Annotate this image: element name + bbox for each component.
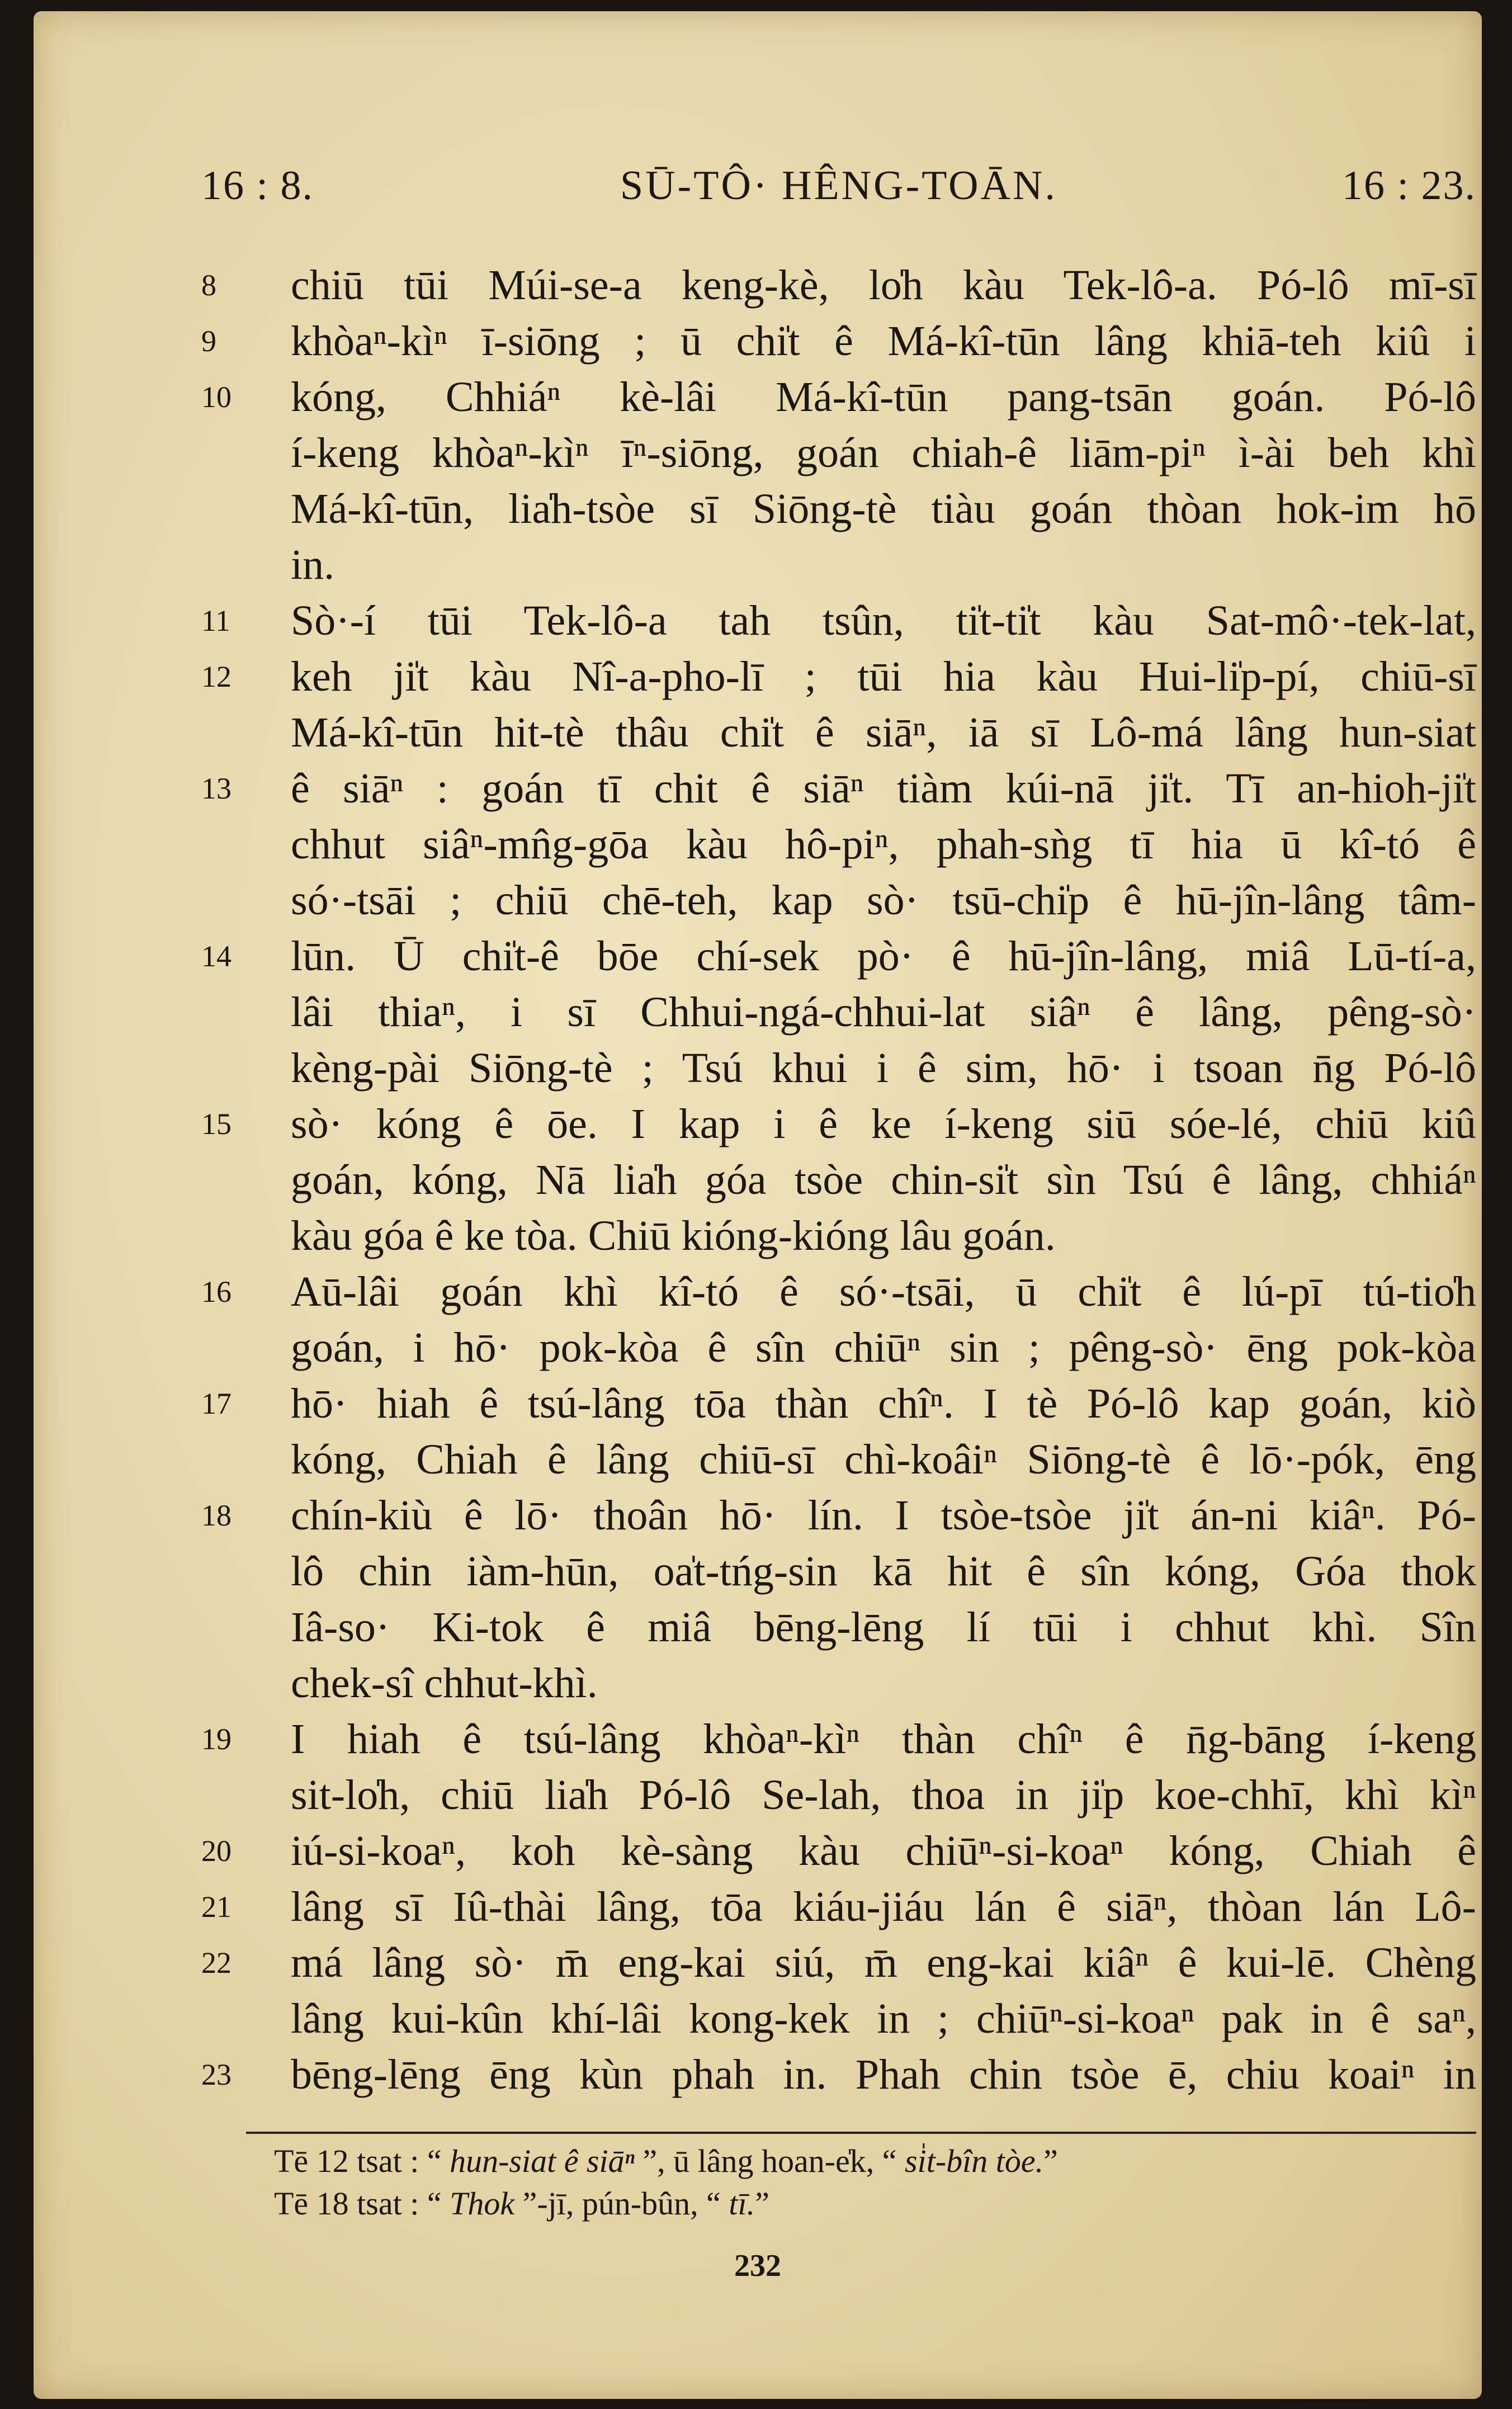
verse-number: 11 bbox=[201, 604, 230, 637]
text-line: lâng sī Iû-thài lâng, tōa kiáu-jiáu lán ê siāⁿ, thòan lán Lô- bbox=[291, 1883, 1476, 1930]
text-line: Má-kî-tūn, lia̍h-tsòe sī Siōng-tè tiàu goán thòan hok-im hō bbox=[291, 485, 1476, 532]
verse-number: 19 bbox=[201, 1722, 231, 1756]
text-line: sò· kóng ê ōe. I kap i ê ke í-keng siū sóe-lé, chiū kiû bbox=[291, 1100, 1476, 1147]
verse-number: 12 bbox=[201, 660, 231, 693]
text-line: sit-lo̍h, chiū lia̍h Pó-lô Se-lah, thoa in ji̍p koe-chhī, khì kìⁿ bbox=[291, 1772, 1476, 1818]
text-line: só·-tsāi ; chiū chē-teh, kap sò· tsū-chi̍p ê hū-jîn-lâng tâm- bbox=[291, 877, 1476, 924]
header-left-reference: 16 : 8. bbox=[201, 163, 314, 209]
verse-number: 9 bbox=[201, 324, 216, 358]
text-line: Sò·-í tūi Tek-lô-a tah tsûn, ti̍t-ti̍t kàu Sat-mô·-tek-lat, bbox=[291, 597, 1476, 644]
text-line: kóng, Chiah ê lâng chiū-sī chì-koâiⁿ Siōng-tè ê lō·-pók, ēng bbox=[291, 1436, 1476, 1483]
running-header bbox=[201, 162, 1476, 229]
footnote-emphasis: Thok bbox=[450, 2185, 523, 2222]
footnote-text: ” bbox=[1043, 2143, 1058, 2179]
text-line: má lâng sò· m̄ eng-kai siú, m̄ eng-kai kiâⁿ ê kui-lē. Chèng bbox=[291, 1939, 1476, 1986]
text-line: kèng-pài Siōng-tè ; Tsú khui i ê sim, hō· i tsoan n̄g Pó-lô bbox=[291, 1045, 1476, 1092]
header-title: SŪ-TÔ· HÊNG-TOĀN. bbox=[620, 163, 1057, 209]
text-line: lô chin iàm-hūn, oa̍t-tńg-sin kā hit ê sîn kóng, Góa thok bbox=[291, 1548, 1476, 1595]
verse-number: 16 bbox=[201, 1275, 231, 1309]
footnote-text: ”-jī, pún-bûn, “ bbox=[522, 2185, 729, 2222]
verse-number: 10 bbox=[201, 380, 231, 414]
text-line: lâng kui-kûn khí-lâi kong-kek in ; chiūⁿ-si-koaⁿ pak in ê saⁿ, bbox=[291, 1995, 1476, 2042]
text-line: khòaⁿ-kìⁿ ī-siōng ; ū chi̍t ê Má-kî-tūn lâng khiā-teh kiû i bbox=[291, 318, 1476, 365]
footnote-text: Tē 18 tsat : “ bbox=[274, 2185, 450, 2222]
verse-number: 20 bbox=[201, 1834, 231, 1868]
text-line: lūn. Ū chi̍t-ê bōe chí-sek pò· ê hū-jîn-lâng, miâ Lū-tí-a, bbox=[291, 933, 1476, 980]
text-line: in. bbox=[291, 541, 335, 588]
text-line: goán, kóng, Nā lia̍h góa tsòe chin-si̍t sìn Tsú ê lâng, chhiáⁿ bbox=[291, 1156, 1476, 1203]
verse-number: 22 bbox=[201, 1946, 231, 1980]
text-line: goán, i hō· pok-kòa ê sîn chiūⁿ sin ; pêng-sò· ēng pok-kòa bbox=[291, 1324, 1476, 1371]
text-line: kóng, Chhiáⁿ kè-lâi Má-kî-tūn pang-tsān goán. Pó-lô bbox=[291, 374, 1476, 421]
text-line: chín-kiù ê lō· thoân hō· lín. I tsòe-tsòe ji̍t án-ni kiâⁿ. Pó- bbox=[291, 1492, 1476, 1539]
text-line: keh ji̍t kàu Nî-a-pho-lī ; tūi hia kàu Hui-li̍p-pí, chiū-sī bbox=[291, 653, 1476, 700]
footnote-text: ”, ū lâng hoan-e̍k, “ bbox=[642, 2143, 905, 2179]
verse-number: 15 bbox=[201, 1107, 231, 1141]
text-line: iú-si-koaⁿ, koh kè-sàng kàu chiūⁿ-si-koaⁿ kóng, Chiah ê bbox=[291, 1827, 1476, 1874]
text-line: ê siāⁿ : goán tī chit ê siāⁿ tiàm kúi-nā ji̍t. Tī an-hioh-ji̍t bbox=[291, 765, 1476, 812]
text-line: Iâ-so· Ki-tok ê miâ bēng-lēng lí tūi i chhut khì. Sîn bbox=[291, 1604, 1476, 1651]
footnote-text: Tē 12 tsat : “ bbox=[274, 2143, 442, 2179]
text-line: Má-kî-tūn hit-tè thâu chi̍t ê siāⁿ, iā sī Lô-má lâng hun-siat bbox=[291, 709, 1476, 756]
verse-number: 18 bbox=[201, 1499, 231, 1532]
verse-number: 14 bbox=[201, 939, 231, 973]
text-line: chhut siâⁿ-mn̂g-gōa kàu hô-piⁿ, phah-sǹg tī hia ū kî-tó ê bbox=[291, 821, 1476, 868]
text-line: lâi thiaⁿ, i sī Chhui-ngá-chhui-lat siâⁿ ê lâng, pêng-sò· bbox=[291, 989, 1476, 1036]
text-line: chiū tūi Múi-se-a keng-kè, lo̍h kàu Tek-lô-a. Pó-lô mī-sī bbox=[291, 262, 1476, 309]
text-line: í-keng khòaⁿ-kìⁿ īⁿ-siōng, goán chiah-ê liām-piⁿ ì-ài beh khì bbox=[291, 429, 1476, 476]
footnote-text: ” bbox=[755, 2185, 769, 2222]
text-line: Aū-lâi goán khì kî-tó ê só·-tsāi, ū chi̍t ê lú-pī tú-tio̍h bbox=[291, 1268, 1476, 1315]
text-line: I hiah ê tsú-lâng khòaⁿ-kìⁿ thàn chîⁿ ê n̄g-bāng í-keng bbox=[291, 1716, 1476, 1763]
footnote-emphasis: hun-siat ê siāⁿ bbox=[441, 2143, 643, 2179]
text-line: bēng-lēng ēng kùn phah in. Phah chin tsòe ē, chiu koaiⁿ in bbox=[291, 2051, 1476, 2098]
text-line: kàu góa ê ke tòa. Chiū kióng-kióng lâu goán. bbox=[291, 1212, 1056, 1259]
text-line: hō· hiah ê tsú-lâng tōa thàn chîⁿ. I tè Pó-lô kap goán, kiò bbox=[291, 1380, 1476, 1427]
header-right-reference: 16 : 23. bbox=[1341, 163, 1476, 209]
verse-number: 8 bbox=[201, 268, 216, 302]
verse-number: 23 bbox=[201, 2058, 231, 2091]
page-number: 232 bbox=[734, 2249, 781, 2283]
verse-number: 17 bbox=[201, 1387, 231, 1420]
footnote-emphasis: tī. bbox=[729, 2185, 755, 2222]
verse-number: 13 bbox=[201, 772, 231, 805]
book-page bbox=[34, 11, 1482, 2399]
verse-number: 21 bbox=[201, 1890, 231, 1924]
text-line: chek-sî chhut-khì. bbox=[291, 1660, 598, 1707]
footnote-emphasis: si̍t-bîn tòe. bbox=[905, 2143, 1044, 2179]
footnote bbox=[274, 2184, 769, 2223]
footnote-rule bbox=[246, 2132, 1476, 2134]
footnote bbox=[274, 2142, 1058, 2181]
